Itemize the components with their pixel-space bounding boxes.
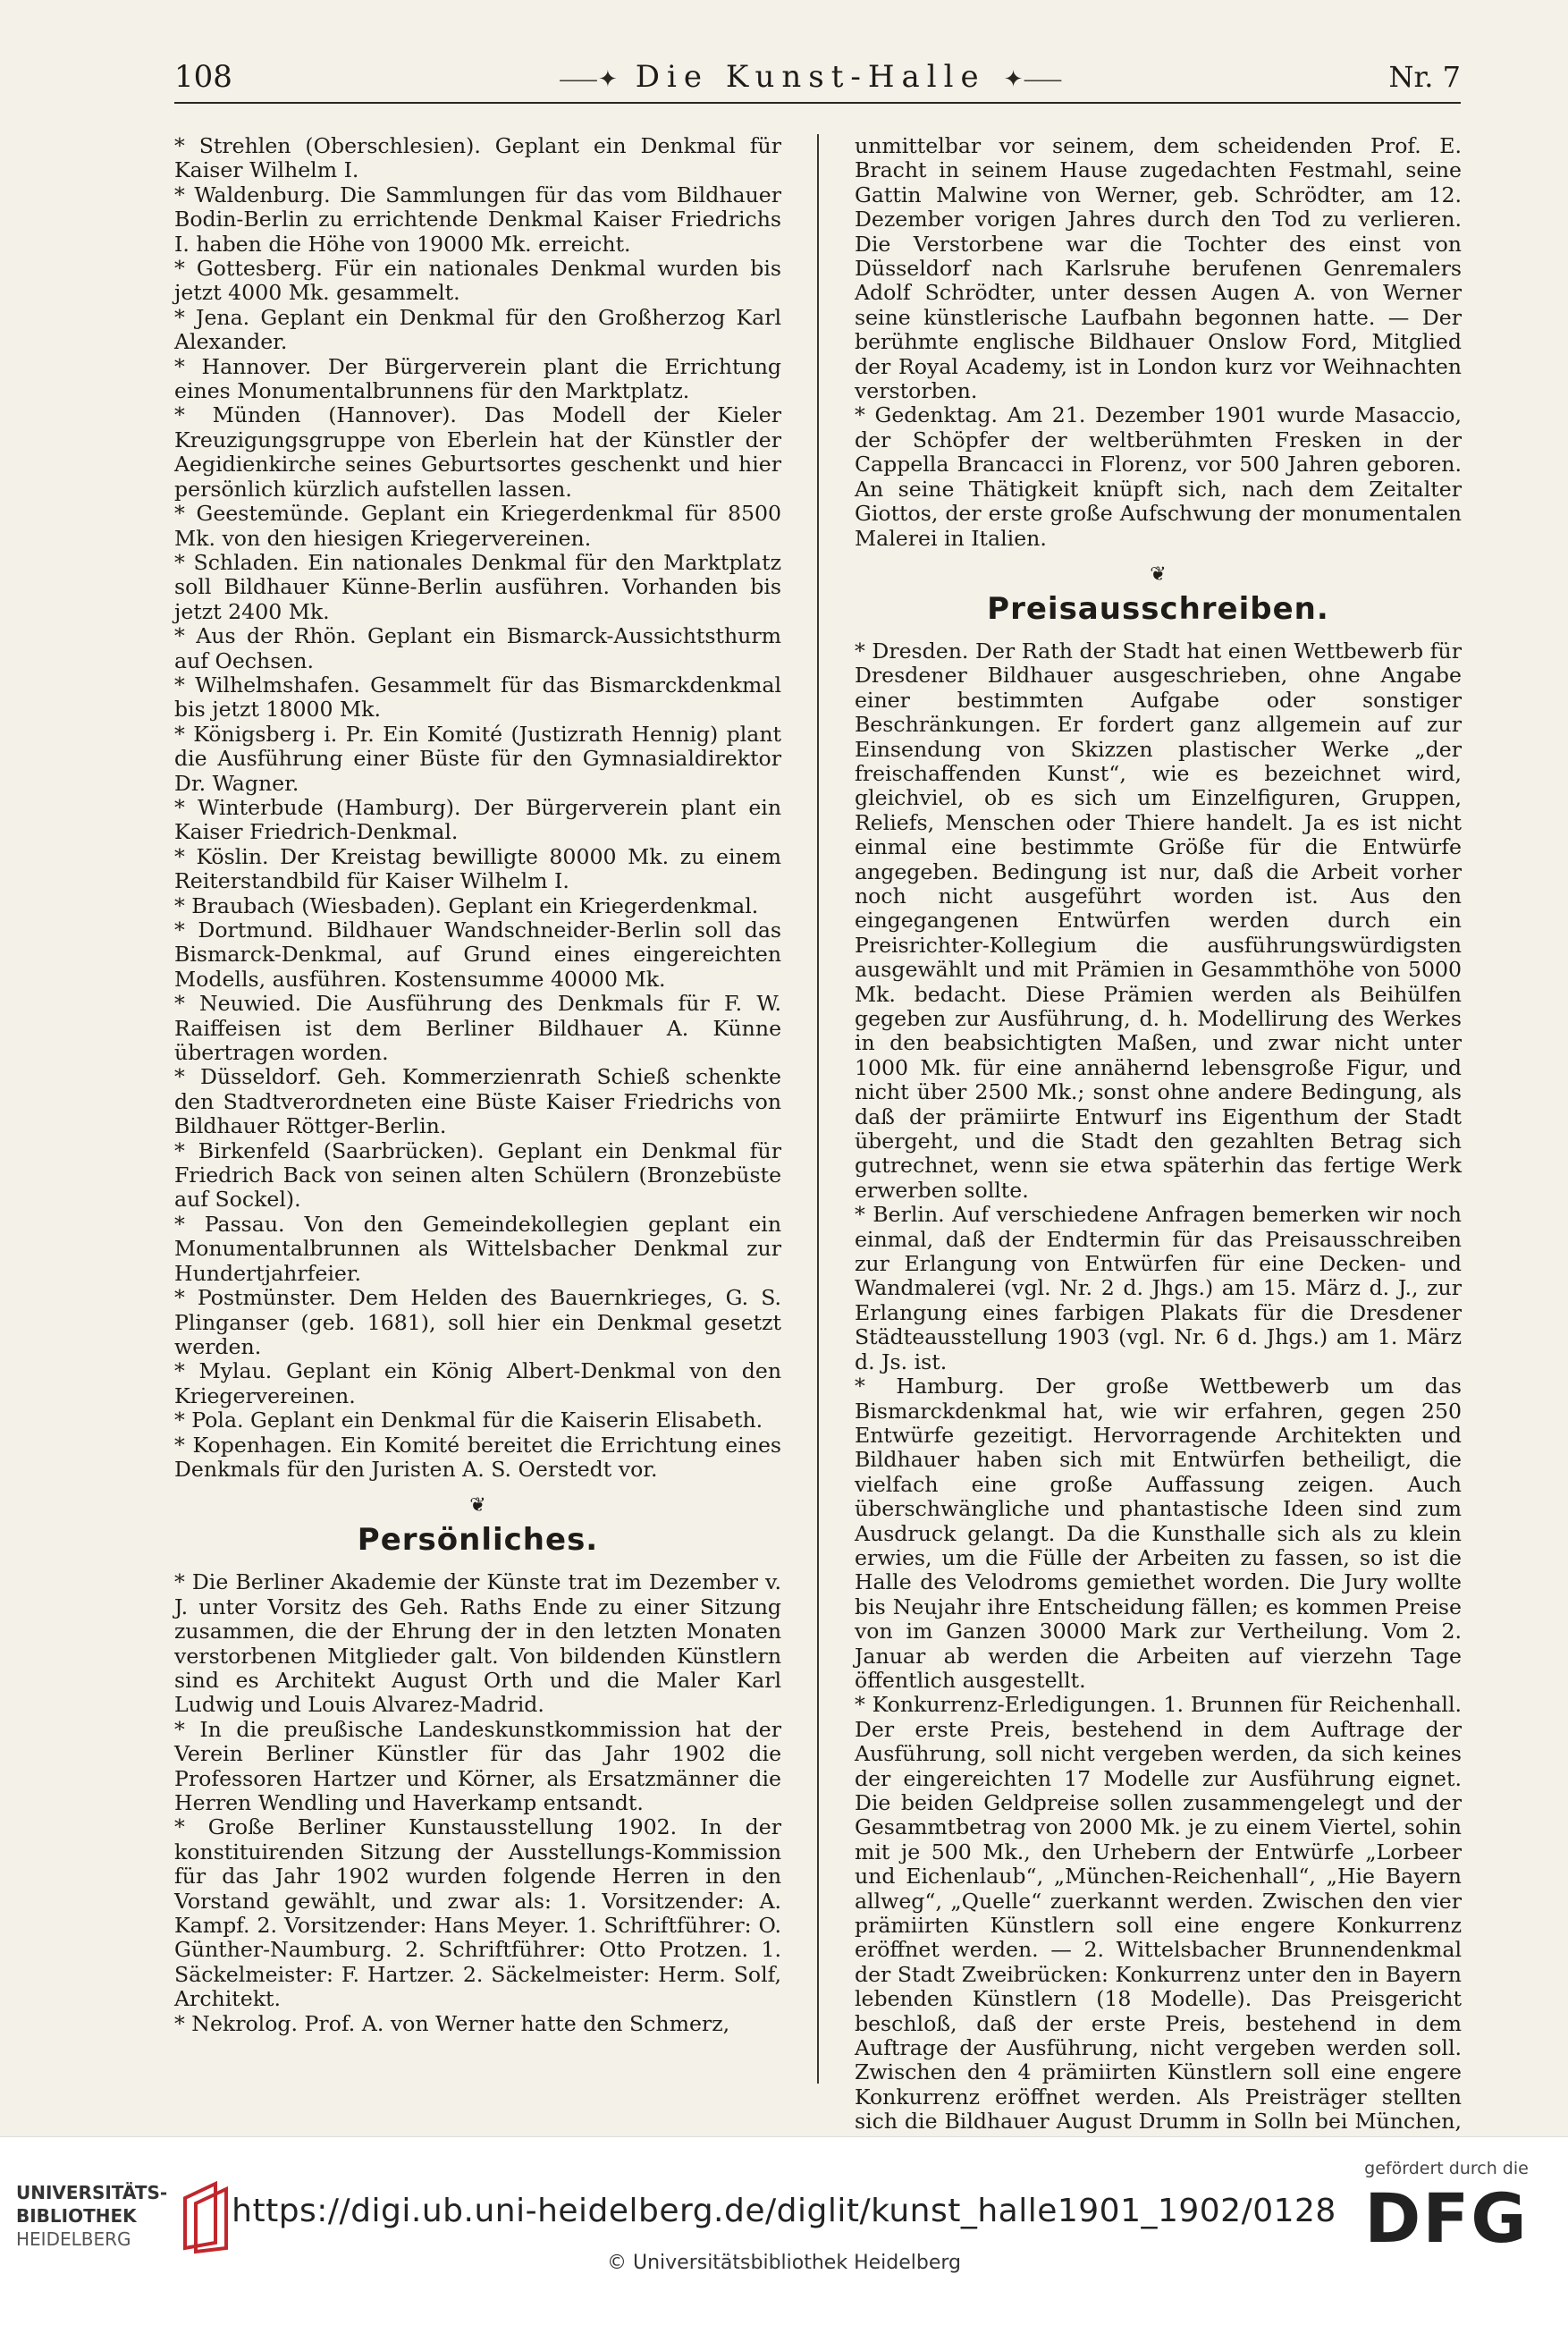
prize-item: * Berlin. Auf verschiedene Anfragen bemerken wir noch einmal, daß der Endtermin für das Preisausschreiben zur Erlangung von Entwürfen für eine Decken- und Wandmalerei (vgl. Nr. 2 d. Jhgs.) am 15. März d. J., zur Erlangung eines farbigen Plakats für die Dresdener Städteausstellung 1903 (vgl. Nr. 6 d. Jhgs.) am 1. März d. Js. ist. [854, 1202, 1462, 1374]
issue-number: Nr. 7 [1388, 60, 1461, 94]
news-item: * Passau. Von den Gemeindekollegien geplant ein Monumentalbrunnen als Wittelsbacher Denkmal zur Hundertjahrfeier. [174, 1211, 782, 1286]
left-column [174, 134, 781, 2084]
prize-item: * Konkurrenz-Erledigungen. 1. Brunnen für Reichenhall. Der erste Preis, bestehend in dem Auftrage der Ausführung, soll nicht vergeben werden, da sich keines der eingereichten 17 Modelle zur Ausführung eignet. Die beiden Geldpreise sollen zusammengelegt und der Gesammtbetrag von 2000 Mk. je zu einem Viertel, sohin mit je 500 Mk., den Urhebern der Entwürfe „Lorbeer und Eichenlaub“, „München-Reichenhall“, „Hie Bayern allweg“, „Quelle“ zuerkannt werden. Zwischen den vier prämiirten Künstlern soll eine engere Konkurrenz eröffnet werden. — 2. Wittelsbacher Brunnendenkmal der Stadt Zweibrücken: Konkurrenz unter den in Bayern lebenden Künstlern (18 Modelle). Das Preisgericht beschloß, daß der erste Preis, bestehend in dem Auftrage der Ausführung, nicht vergeben werden soll. Zwischen den 4 prämiirten Künstlern soll eine engere Konkurrenz eröffnet werden. Als Preisträger stellten sich die Bildhauer August Drumm in Solln bei München, [854, 1692, 1462, 2135]
news-item: * Hannover. Der Bürgerverein plant die Errichtung eines Monumentalbrunnens für den Marktplatz. [174, 353, 782, 404]
news-item: * Kopenhagen. Ein Komité bereitet die Errichtung eines Denkmals für den Juristen A. S. Oerstedt vor. [174, 1432, 782, 1482]
news-item: * Braubach (Wiesbaden). Geplant ein Kriegerdenkmal. [174, 892, 759, 918]
news-item: * Neuwied. Die Ausführung des Denkmals für F. W. Raiffeisen ist dem Berliner Bildhauer A. Künne übertragen worden. [174, 991, 782, 1066]
journal-title-group [559, 59, 1062, 95]
permalink-url[interactable]: https://digi.ub.uni-heidelberg.de/diglit/kunst_halle1901_1902/0128 [232, 2193, 1336, 2229]
journal-title: Die Kunst-Halle [635, 59, 986, 95]
news-item: * Jena. Geplant ein Denkmal für den Großherzog Karl Alexander. [174, 304, 782, 355]
news-item: * Köslin. Der Kreistag bewilligte 80000 Mk. zu einem Reiterstandbild für Kaiser Wilhelm I. [174, 843, 782, 894]
continued-item: unmittelbar vor seinem, dem scheidenden Prof. E. Bracht in seinem Hause zugedachten Festmahl, seine Gattin Malwine von Werner, geb. Schrödter, am 12. Dezember vorigen Jahres durch den Tod zu verlieren. Die Verstorbene war die Tochter des einst von Düsseldorf nach Karlsruhe berufenen Genremalers Adolf Schrödter, unter dessen Augen A. von Werner seine künstlerische Laufbahn begonnen hatte. — Der berühmte englische Bildhauer Onslow Ford, Mitglied der Royal Academy, ist in London kurz vor Weihnachten verstorben. [854, 133, 1462, 404]
personal-item: * Die Berliner Akademie der Künste trat im Dezember v. J. unter Vorsitz des Geh. Raths Ende zu einer Sitzung zusammen, die der Ehrung der in den letzten Monaten verstorbenen Mitglieder galt. Von bildenden Künstlern sind es Architekt August Orth und die Maler Karl Ludwig und Louis Alvarez-Madrid. [174, 1569, 782, 1718]
personal-item: * In die preußische Landeskunstkommission hat der Verein Berliner Künstler für das Jahr 1902 die Professoren Hartzer und Körner, als Ersatzmänner die Herren Wendling und Haverkamp entsandt. [174, 1716, 782, 1815]
news-item: * Düsseldorf. Geh. Kommerzienrath Schieß schenkte den Stadtverordneten eine Büste Kaiser Friedrichs von Bildhauer Röttger-Berlin. [174, 1064, 782, 1139]
news-item: * Dortmund. Bildhauer Wandschneider-Berlin soll das Bismarck-Denkmal, auf Grund eines eingereichten Modells, ausführen. Kostensumme 40000 Mk. [174, 917, 782, 992]
prize-item: * Hamburg. Der große Wettbewerb um das Bismarckdenkmal hat, wie wir erfahren, gegen 250 Entwürfe gezeitigt. Hervorragende Architekten und Bildhauer haben sich mit Entwürfen betheiligt, die vielfach eine große Auffassung zeigen. Auch überschwängliche und phantastische Ideen sind zum Ausdruck gelangt. Da die Kunsthalle sich als zu klein erwies, um die Fülle der Arbeiten zu fassen, so ist die Halle des Velodroms gemiethet worden. Die Jury wollte bis Neujahr ihre Entscheidung fällen; es kommen Preise von im Ganzen 30000 Mark zur Vertheilung. Vom 2. Januar ab werden die Arbeiten auf vierzehn Tage öffentlich ausgestellt. [854, 1374, 1462, 1693]
news-item: * Strehlen (Oberschlesien). Geplant ein Denkmal für Kaiser Wilhelm I. [174, 133, 782, 183]
personal-item: * Nekrolog. Prof. A. von Werner hatte den Schmerz, [174, 2010, 730, 2036]
news-item: * Waldenburg. Die Sammlungen für das vom Bildhauer Bodin-Berlin zu errichtende Denkmal Kaiser Friedrichs I. haben die Höhe von 19000 Mk. erreicht. [174, 182, 782, 257]
news-item: * Münden (Hannover). Das Modell der Kieler Kreuzigungsgruppe von Eberlein hat der Künstler der Aegidienkirche seines Geburtsortes geschenkt und hier persönlich kürzlich aufstellen lassen. [174, 402, 782, 502]
personal-item: * Große Berliner Kunstausstellung 1902. In der konstituirenden Sitzung der Ausstellungs-Kommission für das Jahr 1902 wurden folgende Herren in den Vorstand gewählt, und zwar als: 1. Vorsitzender: A. Kampf. 2. Vorsitzender: Hans Meyer. 1. Schriftführer: O. Günther-Naumburg. 2. Schriftführer: Otto Protzen. 1. Säckelmeister: F. Hartzer. 2. Säckelmeister: Herm. Solf, Architekt. [174, 1814, 782, 2012]
section-title-personal: Persönliches. [357, 1522, 599, 1559]
section-title-prize: Preisausschreiben. [987, 590, 1329, 627]
prize-item: * Dresden. Der Rath der Stadt hat einen Wettbewerb für Dresdener Bildhauer ausgeschrieben, ohne Angabe einer bestimmten Aufgabe oder sonstiger Beschränkungen. Er fordert ganz allgemein auf zur Einsendung von Skizzen plastischer Werke „der freischaffenden Kunst“, wie es bezeichnet wird, gleichviel, ob es sich um Einzelfiguren, Gruppen, Reliefs, Menschen oder Thiere handelt. Ja es ist nicht einmal eine bestimmte Größe für die Entwürfe angegeben. Bedingung ist nur, daß die Arbeit vorher noch nicht ausgeführt worden ist. Aus den eingegangenen Entwürfen werden durch ein Preisrichter-Kollegium die ausführungswürdigsten ausgewählt und mit Prämien in Gesammthöhe von 5000 Mk. bedacht. Diese Prämien werden als Beihülfen gegeben zur Ausführung, d. h. Modellirung des Werkes in den beabsichtigten Maßen, und zwar nicht unter 1000 Mk. für eine annähernd lebensgroße Figur, und nicht über 2500 Mk.; sonst ohne andere Bedingung, als daß der prämiirte Entwurf ins Eigenthum der Stadt übergeht, und die Stadt den gezahlten Betrag sich gutrechnet, wenn sie etwa späterhin das fertige Werk erwerben sollte. [854, 638, 1462, 1203]
library-name: UNIVERSITÄTS- BIBLIOTHEK HEIDELBERG [16, 2182, 168, 2250]
article-columns [174, 133, 1462, 2135]
news-item: * Wilhelmshafen. Gesammelt für das Bismarckdenkmal bis jetzt 18000 Mk. [174, 672, 782, 723]
column-rule [817, 134, 819, 2084]
news-item: * Postmünster. Dem Helden des Bauernkrieges, G. S. Plinganser (geb. 1681), soll hier ein Denkmal gesetzt werden. [174, 1285, 782, 1359]
news-item: * Gottesberg. Für ein nationales Denkmal wurden bis jetzt 4000 Mk. gesammelt. [174, 256, 782, 306]
news-item: * Winterbude (Hamburg). Der Bürgerverein plant ein Kaiser Friedrich-Denkmal. [174, 794, 782, 845]
continued-item: * Gedenktag. Am 21. Dezember 1901 wurde Masaccio, der Schöpfer der weltberühmten Fresken in der Cappella Brancacci in Florenz, vor 500 Jahren geboren. An seine Thätigkeit knüpft sich, nach dem Zeitalter Giottos, der erste große Aufschwung der monumentalen Malerei in Italien. [854, 402, 1462, 551]
page-header [174, 52, 1461, 104]
funding-label: gefördert durch die [1364, 2159, 1529, 2178]
news-item: * Geestemünde. Geplant ein Kriegerdenkmal für 8500 Mk. von den hiesigen Kriegervereinen. [174, 501, 782, 551]
dfg-funding[interactable] [1348, 2159, 1545, 2259]
ornament-left-icon: ⸺✦ [558, 65, 618, 93]
news-item: * Pola. Geplant ein Denkmal für die Kaiserin Elisabeth. [174, 1408, 763, 1433]
news-item: * Aus der Rhön. Geplant ein Bismarck-Aussichtsthurm auf Oechsen. [174, 623, 782, 673]
right-column [854, 133, 1462, 2135]
ornament-right-icon: ✦⸺ [1003, 65, 1063, 93]
news-item: * Birkenfeld (Saarbrücken). Geplant ein Denkmal für Friedrich Back von seinen alten Schülern (Bronzebüste auf Sockel). [174, 1137, 782, 1213]
section-divider-icon: ❦ [469, 1494, 486, 1518]
page-number: 108 [174, 59, 232, 95]
copyright-notice: © Universitätsbibliothek Heidelberg [606, 2252, 961, 2274]
news-item: * Mylau. Geplant ein König Albert-Denkmal von den Kriegervereinen. [174, 1358, 782, 1408]
news-item: * Königsberg i. Pr. Ein Komité (Justizrath Hennig) plant die Ausführung einer Büste für den Gymnasialdirektor Dr. Wagner. [174, 721, 782, 796]
dfg-logo: DFG [1364, 2178, 1529, 2258]
viewer-footer [0, 2136, 1568, 2325]
section-divider-icon: ❦ [1150, 562, 1167, 586]
news-item: * Schladen. Ein nationales Denkmal für den Marktplatz soll Bildhauer Künne-Berlin ausführen. Vorhanden bis jetzt 2400 Mk. [174, 549, 782, 624]
